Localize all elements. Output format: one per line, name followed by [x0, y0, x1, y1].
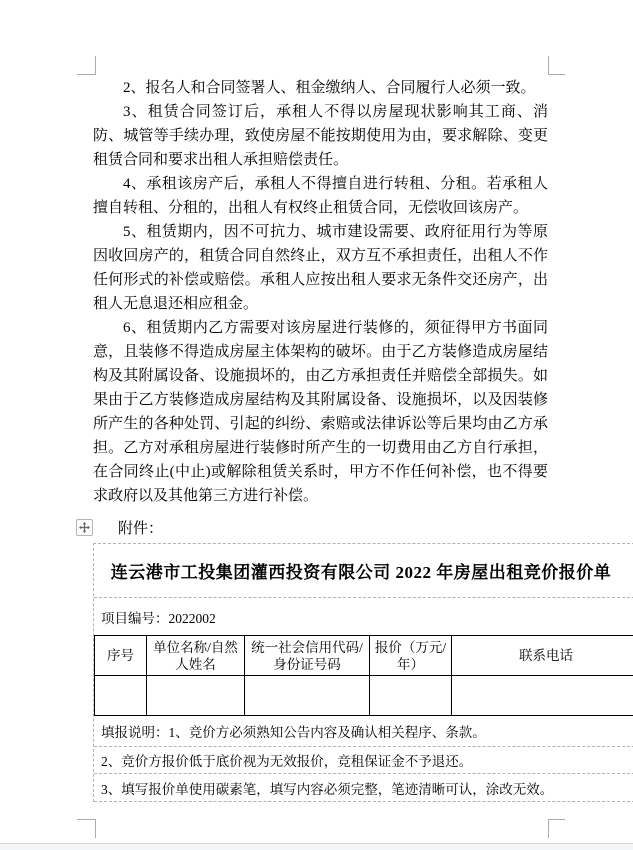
fill-note-2: 2、竞价方报价低于底价视为无效报价，竞租保证金不予退还。 — [94, 747, 633, 774]
crop-mark-bottom-right-icon — [548, 819, 565, 838]
clause-paragraph-4: 4、承租该房产后，承租人不得擅自进行转租、分租。若承租人擅自转租、分租的，出租人有权终止租赁合同，无偿收回该房产。 — [93, 176, 548, 216]
entry-cell-name[interactable] — [147, 676, 245, 716]
col-header-name: 单位名称/自然人姓名 — [147, 636, 245, 676]
table-move-handle[interactable] — [76, 519, 93, 536]
bid-grid-entry-row — [95, 676, 633, 716]
clause-paragraph-3: 3、租赁合同签订后，承租人不得以房屋现状影响其工商、消防、城管等手续办理，致使房屋不能按期使用为由，要求解除、变更租赁合同和要求出租人承担赔偿责任。 — [93, 104, 548, 168]
col-header-price: 报价（万元/年） — [370, 636, 452, 676]
entry-cell-seq[interactable] — [95, 676, 147, 716]
col-header-phone: 联系电话 — [452, 636, 633, 676]
page-bottom-edge — [0, 843, 633, 850]
col-header-seq: 序号 — [95, 636, 147, 676]
crop-mark-top-left-icon — [77, 56, 96, 75]
clause-paragraph-2: 2、报名人和合同签署人、租金缴纳人、合同履行人必须一致。 — [123, 80, 536, 96]
clause-paragraph-5: 5、租赁期内，因不可抗力、城市建设需要、政府征用行为等原因收回房产的，租赁合同自然终止，双方互不承担责任，出租人不作任何形式的补偿或赔偿。承租人应按出租人要求无条件交还房产，出租人无息退还相应租金。 — [93, 224, 548, 312]
entry-cell-credit-code[interactable] — [245, 676, 370, 716]
clause-paragraph-6: 6、租赁期内乙方需要对该房屋进行装修的，须征得甲方书面同意，且装修不得造成房屋主体架构的破坏。由于乙方装修造成房屋结构及其附属设备、设施损坏的，由乙方承担责任并赔偿全部损失。如果由于乙方装修造成房屋结构及其附属设备、设施损坏，以及因装修所产生的各种处罚、引起的纠纷、索赔或法律诉讼等后果均由乙方承担。乙方对承租房屋进行装修时所产生的一切费用由乙方自行承担，在合同终止(中止)或解除租赁关系时，甲方不作任何补偿，也不得要求政府以及其他第三方进行补偿。 — [93, 320, 548, 504]
bid-grid-header-row — [95, 636, 633, 676]
contract-clauses — [93, 76, 548, 508]
col-header-credit-code: 统一社会信用代码/身份证号码 — [245, 636, 370, 676]
attachment-row — [93, 518, 548, 540]
fill-note-3: 3、填写报价单使用碳素笔，填写内容必须完整，笔迹清晰可认，涂改无效。 — [94, 774, 633, 802]
crop-mark-top-right-icon — [548, 56, 565, 75]
crop-mark-bottom-left-icon — [77, 819, 96, 838]
bid-grid — [94, 635, 633, 716]
entry-cell-phone[interactable] — [452, 676, 633, 716]
fill-note-1: 填报说明：1、竞价方必须熟知公告内容及确认相关程序、条款。 — [94, 716, 633, 747]
attachment-label: 附件： — [118, 521, 164, 537]
entry-cell-price[interactable] — [370, 676, 452, 716]
bid-price-table — [93, 543, 633, 802]
bid-table-title: 连云港市工投集团灌西投资有限公司 2022 年房屋出租竞价报价单 — [94, 544, 633, 598]
project-number: 项目编号：2022002 — [101, 610, 216, 626]
move-icon — [79, 522, 90, 533]
